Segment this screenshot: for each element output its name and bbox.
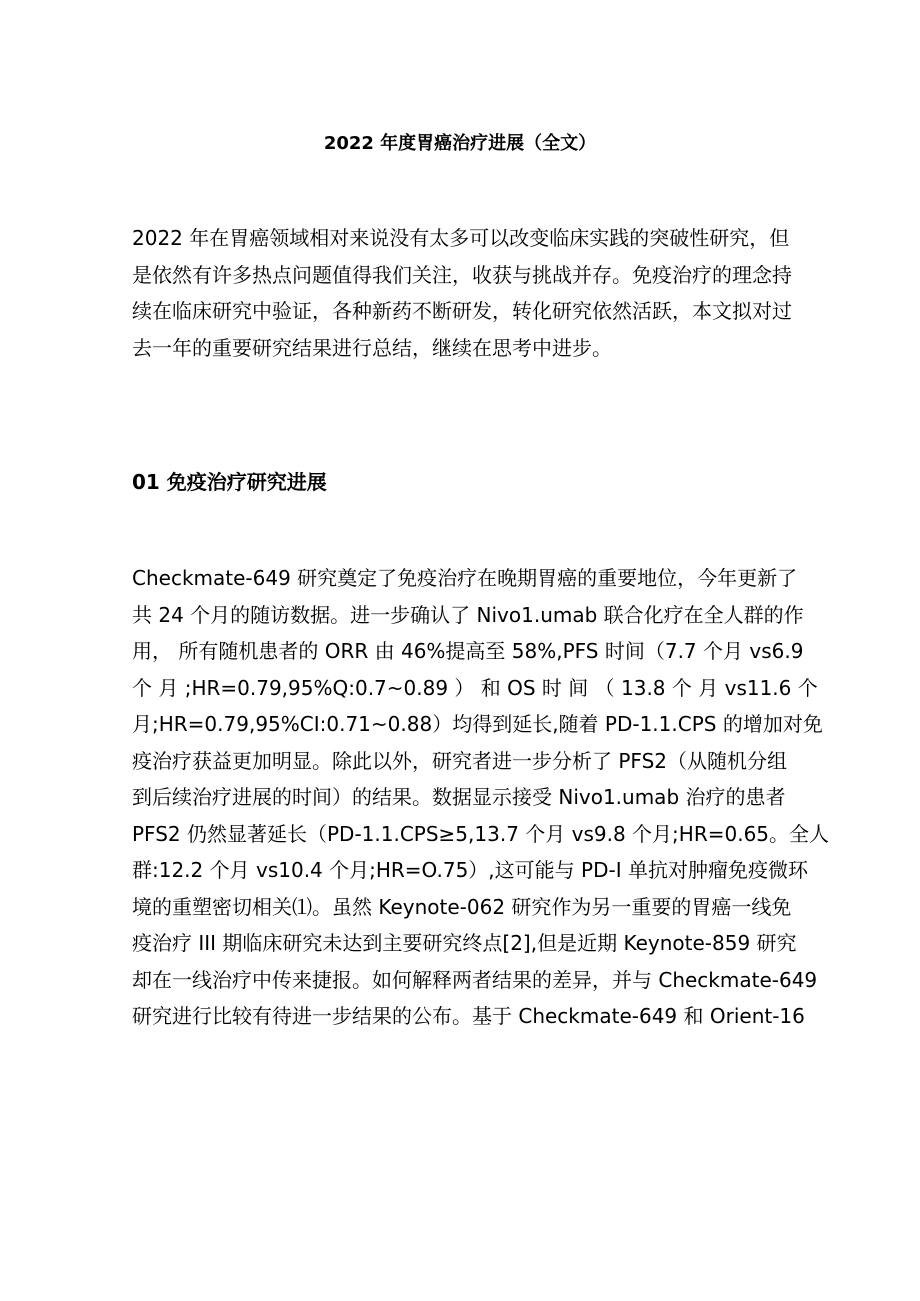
body-line: 境的重塑密切相关⑴。虽然 Keynote-062 研究作为另一重要的胃癌一线免 xyxy=(132,894,792,919)
intro-line: 续在临床研究中验证，各种新药不断研发，转化研究依然活跃，本文拟对过 xyxy=(132,299,792,323)
body-line: 个 月 ;HR=0.79,95%Q:0.7~0.89 ） 和 OS 时 间 （ 13.8 个 月 vs11.6 个 xyxy=(132,675,818,700)
body-line: 却在一线治疗中传来捷报。如何解释两者结果的差异，并与 Checkmate-649 xyxy=(132,967,818,992)
body-line: PFS2 仍然显著延长（PD-1.1.CPS≥5,13.7 个月 vs9.8 个月;HR=0.65。全人 xyxy=(132,821,830,846)
body-line: 疫治疗 III 期临床研究未达到主要研究终点[2],但是近期 Keynote-859 研究 xyxy=(132,931,797,955)
intro-line: 去一年的重要研究结果进行总结，继续在思考中进步。 xyxy=(132,335,612,360)
body-line: 月;HR=0.79,95%CI:0.71~0.88）均得到延长,随着 PD-1.1.CPS 的增加对免 xyxy=(132,712,823,736)
intro-paragraph xyxy=(132,220,792,366)
body-line: 到后续治疗进展的时间）的结果。数据显示接受 Nivo1.umab 治疗的患者 xyxy=(132,785,786,809)
body-line: 疫治疗获益更加明显。除此以外，研究者进一步分析了 PFS2（从随机分组 xyxy=(132,748,787,773)
intro-line: 是依然有许多热点问题值得我们关注，收获与挑战并存。免疫治疗的理念持 xyxy=(132,262,792,287)
body-line: 群:12.2 个月 vs10.4 个月;HR=O.75）,这可能与 PD-I 单抗对肿瘤免疫微环 xyxy=(132,858,808,882)
body-line: 研究进行比较有待进一步结果的公布。基于 Checkmate-649 和 Orient-16 xyxy=(132,1004,805,1028)
body-line: Checkmate-649 研究奠定了免疫治疗在晚期胃癌的重要地位，今年更新了 xyxy=(132,566,798,590)
intro-line: 2022 年在胃癌领域相对来说没有太多可以改变临床实践的突破性研究，但 xyxy=(132,226,790,250)
body-line: 共 24 个月的随访数据。进一步确认了 Nivo1.umab 联合化疗在全人群的作 xyxy=(132,602,804,627)
body-paragraph xyxy=(132,560,830,1035)
body-line: 用， 所有随机患者的 ORR 由 46%提高至 58%,PFS 时间（7.7 个月 vs6.9 xyxy=(132,639,804,663)
section-heading: 01 免疫治疗研究进展 xyxy=(132,470,327,494)
document-title: 2022 年度胃癌治疗进展（全文） xyxy=(323,133,597,154)
